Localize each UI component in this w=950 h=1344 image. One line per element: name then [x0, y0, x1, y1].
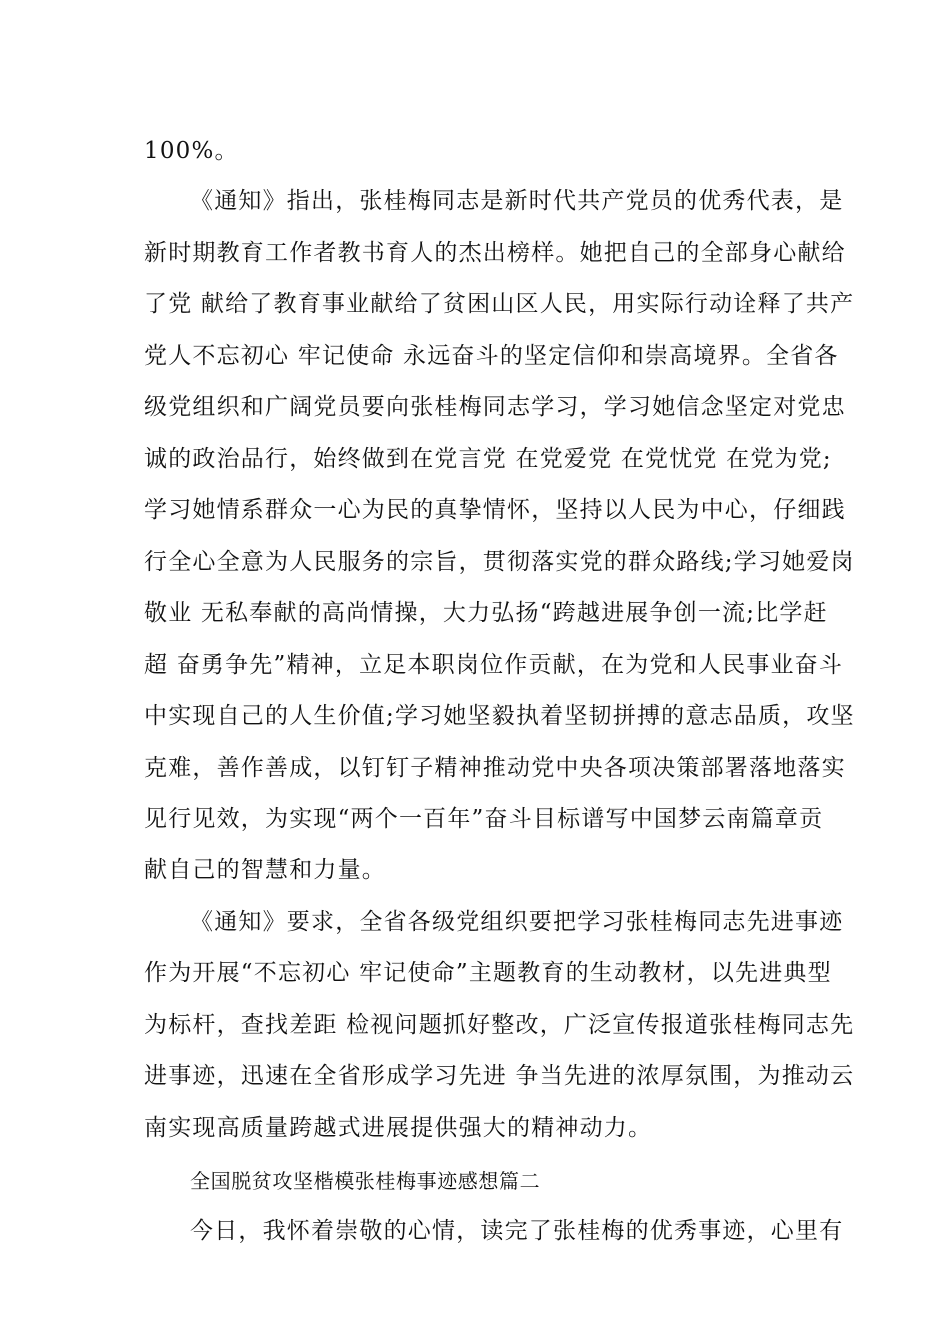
body-text-line: 行全心全意为人民服务的宗旨，贯彻落实党的群众路线;学习她爱岗: [144, 549, 855, 575]
body-text-line: 了党 献给了教育事业献给了贫困山区人民，用实际行动诠释了共产: [144, 291, 855, 317]
body-text-line: 超 奋勇争先”精神，立足本职岗位作贡献，在为党和人民事业奋斗: [144, 652, 844, 678]
paragraph-first-line: 今日，我怀着崇敬的心情，读完了张桂梅的优秀事迹，心里有: [190, 1218, 844, 1244]
body-text-line: 100%。: [144, 138, 239, 164]
body-text-line: 级党组织和广阔党员要向张桂梅同志学习，学习她信念坚定对党忠: [144, 394, 846, 420]
body-text-line: 党人不忘初心 牢记使命 永远奋斗的坚定信仰和崇高境界。全省各: [144, 343, 839, 369]
body-text-line: 新时期教育工作者教书育人的杰出榜样。她把自己的全部身心献给: [144, 240, 846, 266]
section-heading: 全国脱贫攻坚楷模张桂梅事迹感想篇二: [190, 1169, 541, 1193]
body-text-line: 作为开展“不忘初心 牢记使命”主题教育的生动教材，以先进典型: [144, 960, 832, 986]
body-text-line: 见行见效，为实现“两个一百年”奋斗目标谱写中国梦云南篇章贡: [144, 806, 824, 832]
body-text-line: 中实现自己的人生价值;学习她坚毅执着坚韧拼搏的意志品质，攻坚: [144, 703, 855, 729]
body-text-line: 敬业 无私奉献的高尚情操，大力弘扬“跨越进展争创一流;比学赶: [144, 600, 828, 626]
body-text-line: 献自己的智慧和力量。: [144, 857, 386, 883]
body-text-line: 进事迹，迅速在全省形成学习先进 争当先进的浓厚氛围，为推动云: [144, 1063, 855, 1089]
paragraph-first-line: 《通知》要求，全省各级党组织要把学习张桂梅同志先进事迹: [190, 909, 844, 935]
body-text-line: 为标杆，查找差距 检视问题抓好整改，广泛宣传报道张桂梅同志先: [144, 1012, 855, 1038]
body-text-line: 南实现高质量跨越式进展提供强大的精神动力。: [144, 1115, 653, 1141]
paragraph-first-line: 《通知》指出，张桂梅同志是新时代共产党员的优秀代表，是: [190, 188, 844, 214]
body-text-line: 学习她情系群众一心为民的真挚情怀，坚持以人民为中心，仔细践: [144, 497, 846, 523]
body-text-line: 克难，善作善成，以钉钉子精神推动党中央各项决策部署落地落实: [144, 755, 846, 781]
body-text-line: 诚的政治品行，始终做到在党言党 在党爱党 在党忧党 在党为党;: [144, 446, 832, 472]
